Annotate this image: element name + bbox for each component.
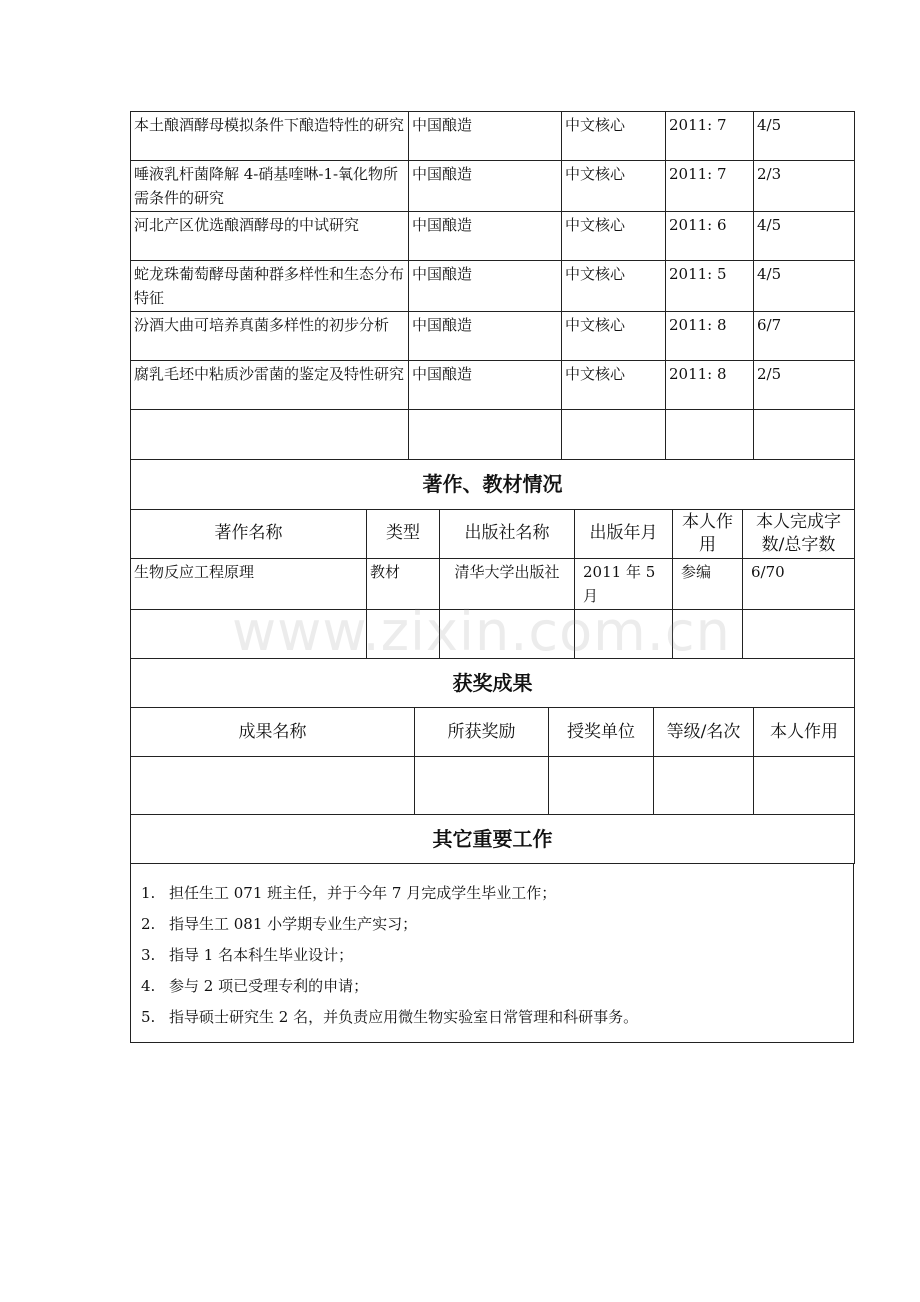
paper-date: 2011: 7 [666, 161, 754, 212]
column-header: 本人作用 [754, 708, 855, 757]
paper-journal: 中国酿造 [409, 161, 562, 212]
list-item [141, 1006, 843, 1028]
empty-cell [754, 410, 855, 460]
empty-cell [409, 410, 562, 460]
empty-cell [666, 410, 754, 460]
paper-journal: 中国酿造 [409, 261, 562, 312]
awards-section-title: 获奖成果 [131, 659, 855, 708]
books-section-title: 著作、教材情况 [131, 460, 855, 509]
column-header: 类型 [367, 509, 440, 558]
table-row [131, 212, 855, 261]
paper-date: 2011: 8 [666, 361, 754, 410]
column-header: 本人作用 [673, 509, 743, 558]
empty-cell [575, 609, 673, 658]
book-words: 6/70 [743, 558, 855, 609]
paper-rank: 4/5 [754, 112, 855, 161]
paper-journal: 中国酿造 [409, 212, 562, 261]
paper-level: 中文核心 [562, 112, 666, 161]
paper-rank: 2/3 [754, 161, 855, 212]
item-number: 1. [141, 884, 156, 902]
resume-form [130, 111, 854, 1043]
table-row [131, 312, 855, 361]
empty-cell [131, 757, 415, 815]
watermark: www.zixin.com.cn [232, 600, 731, 663]
other-work-list [130, 864, 854, 1043]
table-row [131, 161, 855, 212]
book-type: 教材 [367, 558, 440, 609]
table-row [131, 558, 855, 609]
paper-date: 2011: 7 [666, 112, 754, 161]
book-date: 2011 年 5 月 [575, 558, 673, 609]
empty-cell [743, 609, 855, 658]
paper-title: 汾酒大曲可培养真菌多样性的初步分析 [131, 312, 409, 361]
list-item [141, 882, 843, 904]
list-item [141, 913, 843, 935]
paper-level: 中文核心 [562, 361, 666, 410]
column-header: 出版年月 [575, 509, 673, 558]
empty-cell [654, 757, 754, 815]
empty-cell [131, 410, 409, 460]
section-header [131, 659, 855, 708]
empty-cell [131, 609, 367, 658]
item-text: 担任生工 071 班主任，并于今年 7 月完成学生毕业工作； [169, 884, 557, 902]
empty-cell [415, 757, 549, 815]
other-section-title: 其它重要工作 [131, 815, 855, 864]
table-row [131, 261, 855, 312]
item-text: 指导生工 081 小学期专业生产实习； [169, 915, 418, 933]
paper-rank: 6/7 [754, 312, 855, 361]
book-publisher: 清华大学出版社 [440, 558, 575, 609]
paper-title: 蛇龙珠葡萄酵母菌种群多样性和生态分布特征 [131, 261, 409, 312]
empty-row [131, 757, 855, 815]
item-number: 5. [141, 1008, 156, 1026]
paper-date: 2011: 5 [666, 261, 754, 312]
empty-cell [562, 410, 666, 460]
item-number: 4. [141, 977, 156, 995]
paper-date: 2011: 6 [666, 212, 754, 261]
table-row [131, 361, 855, 410]
column-header: 授奖单位 [549, 708, 654, 757]
header-row [131, 708, 855, 757]
empty-cell [440, 609, 575, 658]
empty-row [131, 609, 855, 658]
awards-table [130, 659, 855, 865]
item-text: 指导 1 名本科生毕业设计； [169, 946, 354, 964]
empty-row [131, 410, 855, 460]
item-text: 参与 2 项已受理专利的申请； [169, 977, 369, 995]
paper-level: 中文核心 [562, 312, 666, 361]
paper-journal: 中国酿造 [409, 361, 562, 410]
column-header: 本人完成字数/总字数 [743, 509, 855, 558]
column-header: 著作名称 [131, 509, 367, 558]
list-item [141, 944, 843, 966]
section-header [131, 460, 855, 509]
paper-title: 本土酿酒酵母模拟条件下酿造特性的研究 [131, 112, 409, 161]
paper-rank: 4/5 [754, 261, 855, 312]
paper-title: 腐乳毛坯中粘质沙雷菌的鉴定及特性研究 [131, 361, 409, 410]
papers-table [130, 111, 855, 460]
column-header: 出版社名称 [440, 509, 575, 558]
item-number: 3. [141, 946, 156, 964]
paper-rank: 2/5 [754, 361, 855, 410]
paper-journal: 中国酿造 [409, 112, 562, 161]
book-role: 参编 [673, 558, 743, 609]
paper-date: 2011: 8 [666, 312, 754, 361]
empty-cell [754, 757, 855, 815]
section-header [131, 815, 855, 864]
empty-cell [367, 609, 440, 658]
empty-cell [673, 609, 743, 658]
paper-journal: 中国酿造 [409, 312, 562, 361]
column-header: 所获奖励 [415, 708, 549, 757]
paper-rank: 4/5 [754, 212, 855, 261]
paper-title: 唾液乳杆菌降解 4-硝基喹啉-1-氧化物所需条件的研究 [131, 161, 409, 212]
empty-cell [549, 757, 654, 815]
paper-level: 中文核心 [562, 261, 666, 312]
books-table [130, 460, 855, 659]
item-number: 2. [141, 915, 156, 933]
paper-level: 中文核心 [562, 212, 666, 261]
header-row [131, 509, 855, 558]
book-name: 生物反应工程原理 [131, 558, 367, 609]
table-row [131, 112, 855, 161]
list-item [141, 975, 843, 997]
item-text: 指导硕士研究生 2 名，并负责应用微生物实验室日常管理和科研事务。 [169, 1008, 639, 1026]
column-header: 成果名称 [131, 708, 415, 757]
column-header: 等级/名次 [654, 708, 754, 757]
paper-level: 中文核心 [562, 161, 666, 212]
paper-title: 河北产区优选酿酒酵母的中试研究 [131, 212, 409, 261]
